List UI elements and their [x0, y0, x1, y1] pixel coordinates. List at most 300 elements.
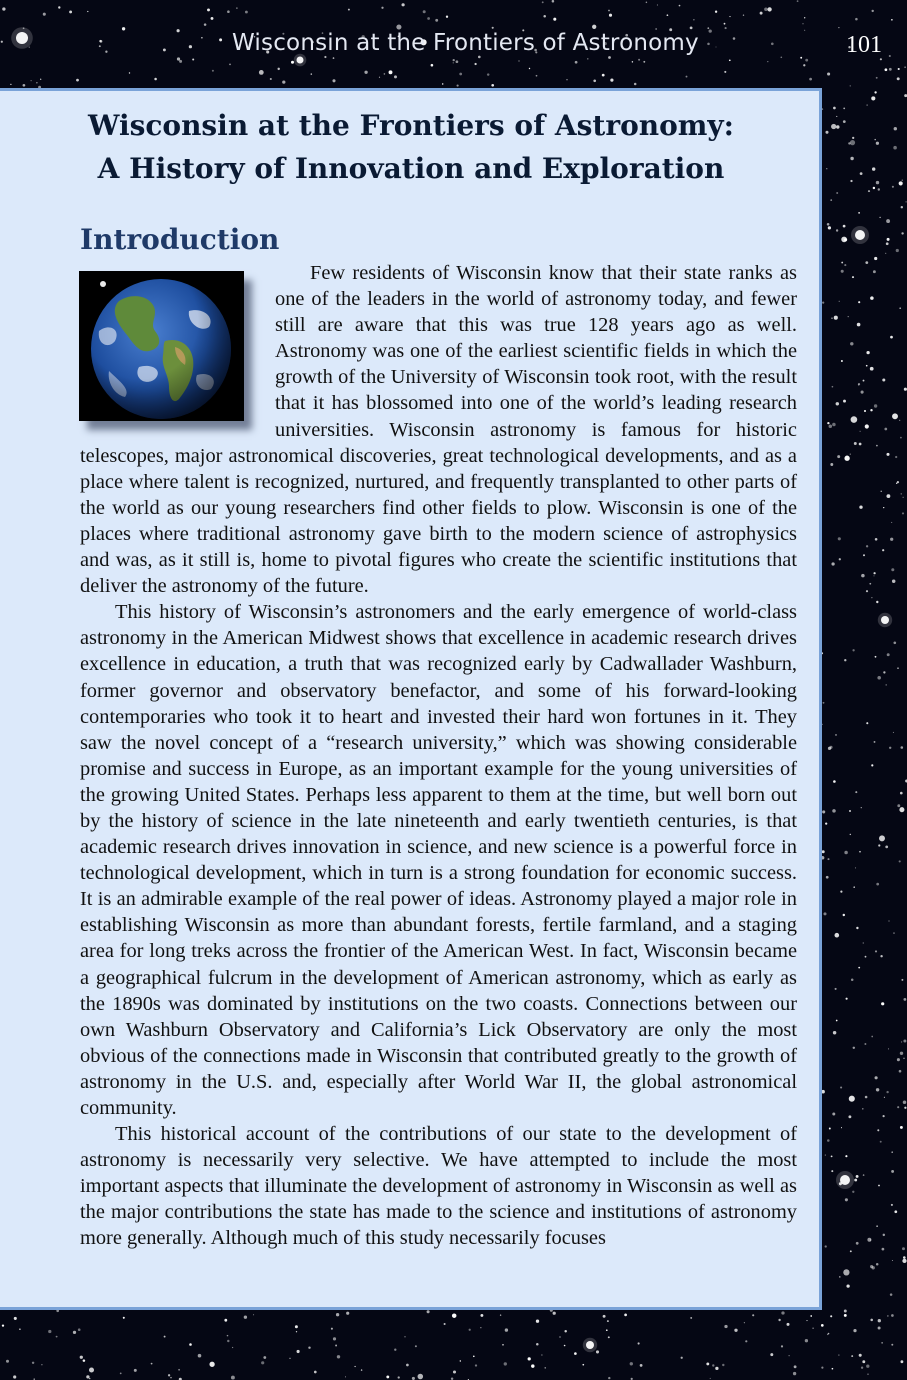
star-dot: [452, 1313, 457, 1318]
star-dot: [895, 456, 897, 458]
star-dot: [245, 11, 248, 14]
star-dot: [381, 7, 383, 9]
star-dot: [844, 456, 849, 461]
star-dot: [901, 979, 903, 981]
star-dot: [862, 1360, 865, 1363]
star-dot: [892, 186, 894, 188]
star-dot: [871, 10, 873, 12]
star-dot: [899, 1070, 902, 1073]
star-dot: [764, 7, 768, 11]
star-dot: [836, 1020, 838, 1022]
star-dot: [602, 74, 605, 77]
star-dot: [270, 78, 272, 80]
star-dot: [767, 7, 771, 11]
star-dot: [582, 1364, 584, 1366]
star-dot: [827, 223, 830, 226]
star-dot: [860, 172, 863, 175]
star-dot: [715, 1367, 718, 1370]
star-dot: [253, 1314, 254, 1315]
star-dot: [827, 858, 829, 860]
star-dot: [296, 1331, 297, 1332]
star-dot: [346, 1312, 349, 1315]
star-dot: [596, 1350, 599, 1353]
star-dot: [831, 1170, 833, 1172]
star-dot: [804, 30, 805, 31]
star-dot: [901, 1360, 904, 1363]
star-dot: [841, 1127, 842, 1128]
star-dot: [207, 8, 210, 11]
star-dot: [821, 1324, 824, 1327]
star-dot: [500, 1314, 501, 1315]
star-dot: [883, 507, 884, 508]
star-dot: [901, 493, 902, 494]
star-dot: [394, 1349, 396, 1351]
star-dot: [289, 1358, 290, 1359]
star-dot: [505, 1328, 508, 1331]
star-dot: [752, 1314, 754, 1316]
star-dot: [844, 264, 846, 266]
star-dot: [870, 296, 874, 300]
star-dot: [878, 1327, 881, 1330]
star-dot: [859, 443, 862, 446]
star-dot: [822, 301, 824, 303]
star-dot: [887, 1315, 888, 1316]
star-dot: [903, 497, 904, 498]
star-dot: [891, 522, 892, 523]
star-dot: [852, 137, 854, 139]
star-dot: [886, 242, 889, 245]
star-dot: [706, 1362, 709, 1365]
star-dot: [459, 73, 462, 76]
star-dot: [878, 1185, 880, 1187]
star-dot: [851, 1355, 853, 1357]
star-dot: [883, 1234, 885, 1236]
star-dot: [871, 96, 875, 100]
star-dot: [866, 351, 869, 354]
star-dot: [840, 1175, 850, 1185]
star-dot: [83, 1359, 86, 1362]
star-dot: [804, 17, 805, 18]
star-dot: [829, 1128, 831, 1130]
star-dot: [277, 68, 279, 70]
star-dot: [781, 1311, 784, 1314]
star-dot: [866, 365, 868, 367]
star-dot: [826, 876, 829, 879]
star-dot: [423, 10, 426, 13]
star-dot: [851, 978, 854, 981]
star-dot: [825, 1245, 827, 1247]
star-dot: [787, 1323, 790, 1326]
star-dot: [770, 1353, 773, 1356]
star-dot: [865, 424, 869, 428]
star-dot: [888, 920, 889, 921]
star-dot: [864, 1043, 866, 1045]
star-dot: [897, 1106, 899, 1108]
star-dot: [891, 568, 894, 571]
star-dot: [876, 445, 878, 447]
star-dot: [874, 741, 876, 743]
star-dot: [901, 746, 904, 749]
star-dot: [876, 1263, 879, 1266]
article-title-line-1: Wisconsin at the Frontiers of Astronomy:: [87, 109, 735, 142]
star-dot: [431, 64, 434, 67]
star-dot: [729, 59, 731, 61]
image-wrap-spacer: [80, 260, 275, 442]
star-dot: [893, 146, 897, 150]
star-dot: [236, 7, 237, 8]
star-dot: [881, 616, 889, 624]
star-dot: [843, 107, 845, 109]
star-dot: [189, 1343, 192, 1346]
star-dot: [844, 1314, 847, 1317]
star-dot: [873, 270, 876, 273]
star-dot: [603, 1315, 606, 1318]
star-dot: [78, 1328, 81, 1331]
star-dot: [566, 79, 567, 80]
star-dot: [886, 1091, 888, 1093]
star-dot: [2, 1324, 4, 1326]
star-dot: [897, 804, 900, 807]
star-dot: [904, 66, 906, 68]
star-dot: [861, 391, 864, 394]
star-dot: [849, 810, 851, 812]
star-dot: [122, 27, 125, 30]
star-dot: [667, 14, 669, 16]
star-dot: [896, 483, 897, 484]
star-dot: [354, 1366, 355, 1367]
star-dot: [876, 142, 879, 145]
star-dot: [853, 886, 855, 888]
star-dot: [690, 27, 693, 30]
star-dot: [418, 1374, 424, 1380]
star-dot: [887, 653, 890, 656]
star-dot: [460, 1360, 461, 1361]
star-dot: [504, 1362, 507, 1365]
star-dot: [886, 453, 889, 456]
star-dot: [427, 1310, 430, 1313]
star-dot: [855, 791, 857, 793]
star-dot: [846, 998, 848, 1000]
star-dot: [204, 23, 207, 26]
star-dot: [893, 641, 896, 644]
star-dot: [850, 453, 851, 454]
star-dot: [384, 73, 386, 75]
star-dot: [878, 1319, 881, 1322]
star-dot: [733, 37, 736, 40]
star-dot: [826, 168, 827, 169]
star-dot: [36, 82, 37, 83]
star-dot: [518, 60, 519, 61]
star-dot: [901, 206, 903, 208]
star-dot: [883, 671, 885, 673]
star-dot: [898, 68, 900, 70]
star-dot: [16, 32, 28, 44]
star-dot: [297, 57, 304, 64]
star-dot: [89, 1378, 90, 1379]
star-dot: [99, 40, 101, 42]
star-dot: [43, 13, 46, 16]
star-dot: [73, 1331, 76, 1334]
star-dot: [177, 57, 180, 60]
star-dot: [872, 1266, 875, 1269]
star-dot: [830, 199, 832, 201]
star-dot: [832, 423, 836, 427]
star-dot: [29, 46, 30, 47]
star-dot: [361, 1369, 362, 1370]
star-dot: [865, 1096, 868, 1099]
star-dot: [427, 17, 430, 20]
star-dot: [89, 1367, 94, 1372]
star-dot: [890, 1293, 893, 1296]
star-dot: [869, 583, 871, 585]
star-dot: [822, 850, 825, 853]
star-dot: [707, 43, 710, 46]
star-dot: [846, 1284, 849, 1287]
star-dot: [864, 410, 866, 412]
star-dot: [876, 77, 878, 79]
star-dot: [891, 1151, 893, 1153]
star-dot: [833, 780, 836, 783]
star-dot: [263, 1356, 266, 1359]
star-dot: [231, 1376, 235, 1380]
star-dot: [794, 1365, 797, 1368]
star-dot: [900, 1052, 903, 1055]
star-dot: [881, 1002, 884, 1005]
star-dot: [781, 1345, 783, 1347]
star-dot: [767, 61, 768, 62]
star-dot: [897, 667, 899, 669]
star-dot: [192, 58, 194, 60]
star-dot: [259, 70, 264, 75]
star-dot: [587, 58, 588, 59]
star-dot: [854, 1179, 857, 1182]
star-dot: [904, 388, 907, 391]
star-dot: [638, 1342, 640, 1344]
star-dot: [337, 1355, 340, 1358]
star-dot: [778, 1319, 780, 1321]
star-dot: [831, 562, 834, 565]
star-dot: [634, 83, 637, 86]
star-dot: [832, 809, 836, 813]
star-dot: [58, 6, 60, 8]
star-dot: [722, 1364, 724, 1366]
star-dot: [261, 1361, 264, 1364]
star-dot: [734, 1329, 737, 1332]
star-dot: [844, 659, 846, 661]
star-dot: [878, 188, 880, 190]
star-dot: [889, 747, 891, 749]
star-dot: [802, 23, 803, 24]
star-dot: [877, 1129, 879, 1131]
star-dot: [874, 139, 875, 140]
star-dot: [729, 16, 730, 17]
star-dot: [855, 18, 858, 21]
star-dot: [542, 1, 544, 3]
star-dot: [348, 9, 350, 11]
star-dot: [838, 27, 839, 28]
star-dot: [891, 1170, 894, 1173]
star-dot: [902, 1247, 905, 1250]
star-dot: [825, 823, 827, 825]
star-dot: [336, 1313, 339, 1316]
star-dot: [853, 1329, 856, 1332]
star-dot: [832, 386, 834, 388]
star-dot: [244, 1316, 247, 1319]
star-dot: [282, 80, 285, 83]
star-dot: [854, 442, 857, 445]
star-dot: [574, 1352, 577, 1355]
star-dot: [873, 572, 875, 574]
star-dot: [332, 79, 335, 82]
star-dot: [822, 810, 825, 813]
star-dot: [227, 1335, 229, 1337]
star-dot: [889, 55, 891, 57]
star-dot: [56, 1336, 58, 1338]
star-dot: [412, 1377, 415, 1380]
star-dot: [23, 84, 26, 87]
star-dot: [435, 19, 438, 22]
star-dot: [837, 455, 840, 458]
section-heading-introduction: Introduction: [80, 223, 280, 256]
star-dot: [893, 932, 894, 933]
star-dot: [852, 276, 854, 278]
star-dot: [725, 27, 727, 29]
star-dot: [151, 1363, 153, 1365]
star-dot: [862, 1108, 863, 1109]
star-dot: [866, 590, 868, 592]
star-dot: [876, 1088, 879, 1091]
star-dot: [830, 463, 833, 466]
star-dot: [874, 404, 877, 407]
star-dot: [892, 1260, 893, 1261]
star-dot: [877, 676, 881, 680]
star-dot: [528, 1357, 531, 1360]
star-dot: [902, 179, 903, 180]
star-dot: [856, 1175, 859, 1178]
star-dot: [177, 29, 180, 32]
star-dot: [324, 56, 326, 58]
star-dot: [844, 1310, 847, 1313]
star-dot: [889, 68, 892, 71]
star-dot: [333, 57, 335, 59]
star-dot: [870, 367, 874, 371]
star-dot: [839, 1276, 841, 1278]
star-dot: [899, 860, 901, 862]
star-dot: [690, 1317, 692, 1319]
star-dot: [835, 734, 837, 736]
star-dot: [178, 1369, 180, 1371]
star-dot: [892, 580, 895, 583]
star-dot: [833, 107, 836, 110]
star-dot: [885, 68, 888, 71]
star-dot: [610, 79, 613, 82]
star-dot: [212, 70, 214, 72]
star-dot: [832, 1368, 834, 1370]
star-dot: [850, 180, 852, 182]
star-dot: [831, 318, 832, 319]
star-dot: [860, 431, 861, 432]
star-dot: [878, 844, 880, 846]
star-dot: [640, 1364, 643, 1367]
star-dot: [154, 78, 157, 81]
star-dot: [891, 19, 893, 21]
star-dot: [875, 950, 877, 952]
star-dot: [885, 253, 886, 254]
star-dot: [901, 1041, 902, 1042]
star-dot: [608, 10, 610, 12]
star-dot: [632, 61, 633, 62]
star-dot: [876, 1225, 878, 1227]
star-dot: [852, 649, 854, 651]
star-dot: [229, 64, 231, 66]
star-dot: [743, 15, 744, 16]
star-dot: [86, 1375, 89, 1378]
star-dot: [457, 85, 459, 87]
star-dot: [839, 558, 841, 560]
star-dot: [14, 1317, 17, 1320]
star-dot: [592, 25, 596, 29]
star-dot: [879, 217, 880, 218]
star-dot: [386, 1375, 389, 1378]
star-dot: [630, 1362, 633, 1365]
star-dot: [856, 1242, 859, 1245]
star-dot: [848, 1115, 851, 1118]
star-dot: [224, 1319, 227, 1322]
star-dot: [863, 380, 865, 382]
star-dot: [564, 1345, 566, 1347]
star-dot: [863, 1174, 865, 1176]
star-dot: [866, 722, 868, 724]
star-dot: [707, 27, 709, 29]
star-dot: [865, 261, 868, 264]
star-dot: [364, 71, 367, 74]
star-dot: [896, 249, 899, 252]
star-dot: [608, 1336, 610, 1338]
star-dot: [543, 15, 546, 18]
star-dot: [825, 131, 828, 134]
star-dot: [850, 85, 851, 86]
star-dot: [232, 1347, 233, 1348]
star-dot: [475, 1364, 477, 1366]
star-dot: [901, 232, 903, 234]
star-dot: [871, 597, 872, 598]
star-dot: [48, 1330, 51, 1333]
star-dot: [19, 1328, 21, 1330]
star-dot: [844, 851, 848, 855]
star-dot: [401, 3, 404, 6]
article-title-line-2: A History of Innovation and Exploration: [97, 152, 725, 185]
star-dot: [474, 63, 476, 65]
star-dot: [164, 1336, 166, 1338]
star-dot: [879, 835, 885, 841]
star-dot: [885, 684, 887, 686]
star-dot: [179, 60, 182, 63]
star-dot: [681, 1357, 683, 1359]
star-dot: [843, 225, 846, 228]
star-dot: [389, 70, 393, 74]
paragraph-1: Few residents of Wisconsin know that their state ranks as one of the leaders in the world of astronomy today, and fewer still are aware that this was true 128 years ago as well. Astronomy was one of the earliest scientific fields in which the growth of the University of Wisconsin took root, with the result that it has blossomed into one of the world’s leading research universities. Wisconsin astronomy is famous for historic telescopes, major astronomical discoveries, great technological developments, and as a place where talent is recognized, nurtured, and frequently transplanted to other parts of the world as our young researchers find other fields to plow. Wisconsin is one of the places where traditional astronomy gave birth to the modern science of astrophysics and was, as it still is, home to pivotal figures who create the scientific institutions that deliver the astronomy of the future.: [80, 262, 797, 598]
star-dot: [559, 1336, 560, 1337]
star-dot: [859, 851, 861, 853]
star-dot: [875, 1076, 878, 1079]
star-dot: [821, 1367, 823, 1369]
star-dot: [536, 1343, 539, 1346]
star-dot: [829, 746, 832, 749]
star-dot: [406, 1364, 409, 1367]
star-dot: [855, 867, 856, 868]
star-dot: [80, 1356, 83, 1359]
star-dot: [1, 41, 3, 43]
